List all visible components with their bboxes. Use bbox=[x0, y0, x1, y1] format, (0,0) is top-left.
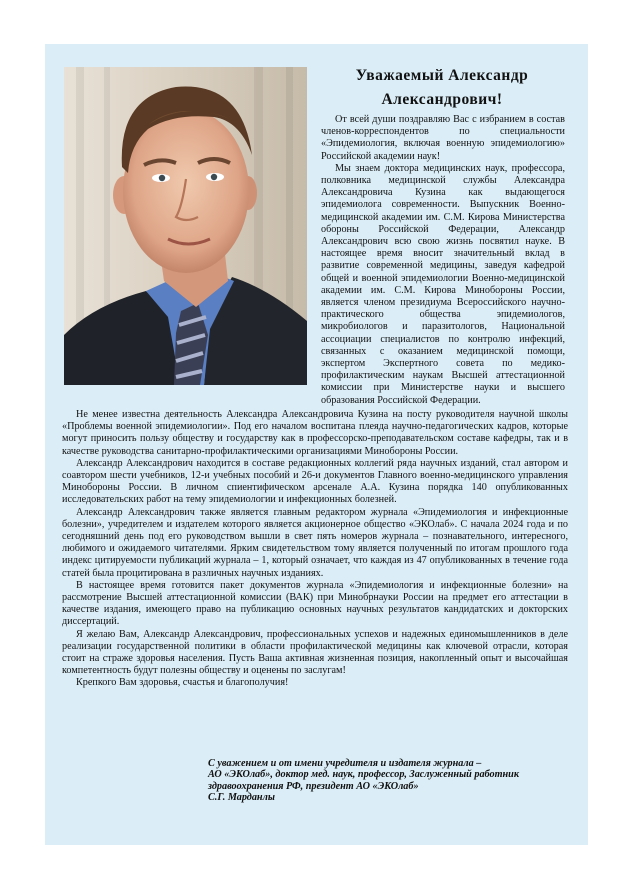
body-paragraph: Александр Александрович также является главным редактором журнала «Эпидемиология и инфекционные болезни», учредителем и издателем которого является акционерное общество «ЭКОлаб». С начала 2024 года и по сегодняшний день под его руководством вышли в свет пять номеров журнала – познавательного, интересного, любимого и ожидаемого читателями. Ярким свидетельством тому является полученный по итогам прошлого года индекс цитируемости публикаций журнала – 1, который означает, что каждая из 47 опубликованных в течение года статей была процитирована в различных научных изданиях. bbox=[62, 506, 568, 579]
greeting-title-line-2: Александрович! bbox=[381, 91, 503, 108]
signature-line: С уважением и от имени учредителя и издателя журнала – bbox=[208, 758, 482, 769]
signature-line: здравоохранения РФ, президент АО «ЭКОлаб» bbox=[208, 780, 419, 792]
body-paragraph: Александр Александрович находится в составе редакционных коллегий ряда научных изданий, стал автором и соавтором шести учебников, 12-и учебных пособий и 26-и документов Главного военно-медицинского управления Минобороны России. В личном спиентифическом арсенале А.А. Кузина порядка 140 опубликованных исследовательских работ на тему эпидемиологии и инфекционных болезней. bbox=[62, 457, 568, 506]
letter-body bbox=[62, 409, 568, 690]
portrait-photo bbox=[64, 67, 307, 385]
body-paragraph: В настоящее время готовится пакет документов журнала «Эпидемиология и инфекционные болезни» на рассмотрение Высшей аттестационной комиссии (ВАК) при Минобрнауки России на предмет его аттестации в качестве издания, имеющего право на публикацию основных научных результатов кандидатских и докторских диссертаций. bbox=[62, 579, 568, 628]
body-paragraph: Не менее известна деятельность Александра Александровича Кузина на посту руководителя научной школы «Проблемы военной эпидемиологии». Под его началом воспитана плеяда научно-педагогических кадров, которые могут приносить пользу обществу и государству как в профессорско-преподавательском составе кафедры, так и в качестве руководства санитарно-профилактическими организациями Минобороны России. bbox=[62, 409, 568, 457]
greeting-title bbox=[320, 64, 564, 112]
signature-name: С.Г. Марданлы bbox=[208, 792, 275, 804]
signature-line: АО «ЭКОлаб», доктор мед. наук, профессор, Заслуженный работник bbox=[208, 769, 519, 781]
signature-block bbox=[208, 758, 578, 804]
greeting-title-line-1: Уважаемый Александр bbox=[355, 67, 529, 84]
intro-paragraph: От всей души поздравляю Вас с избранием в состав членов-корреспондентов по специальности «Эпидемиология, включая военную эпидемиологию» Российской академии наук! bbox=[321, 114, 565, 162]
closing-wish: Крепкого Вам здоровья, счастья и благополучия! bbox=[76, 677, 289, 689]
biography-paragraph: Мы знаем доктора медицинских наук, профессора, полковника медицинской службы Александра Александровича Кузина как выдающегося эпидемиолога современности. Выпускник Военно-медицинской академии им. С.М. Кирова Министерства обороны Российской Федерации, Александр Александрович всю свою жизнь посвятил науке. В настоящее время вносит значительный вклад в развитие современной медицины, заведуя кафедрой общей и военной эпидемиологии Военно-медицинской академии им. С.М. Кирова Минобороны России, является членом президиума Всероссийского научно-практического общества эпидемиологов, микробиологов и паразитологов, Национальной ассоциации специалистов по контролю инфекций, связанных с оказанием медицинской помощи, экспертом Экспертного совета по медико-профилактическим наукам Высшей аттестационной комиссии при Министерстве науки и высшего образования Российской Федерации. bbox=[321, 162, 565, 406]
intro-column bbox=[321, 114, 565, 407]
body-paragraph: Я желаю Вам, Александр Александрович, профессиональных успехов и надежных единомышленников в деле реализации государственной политики в области профилактической медицины как ключевой отрасли, которая стоит на страже здоровья населения. Пусть Ваша активная жизненная позиция, накопленный опыт и высочайшая компетентность будут полезны обществу и оценены по заслугам! bbox=[62, 628, 568, 677]
